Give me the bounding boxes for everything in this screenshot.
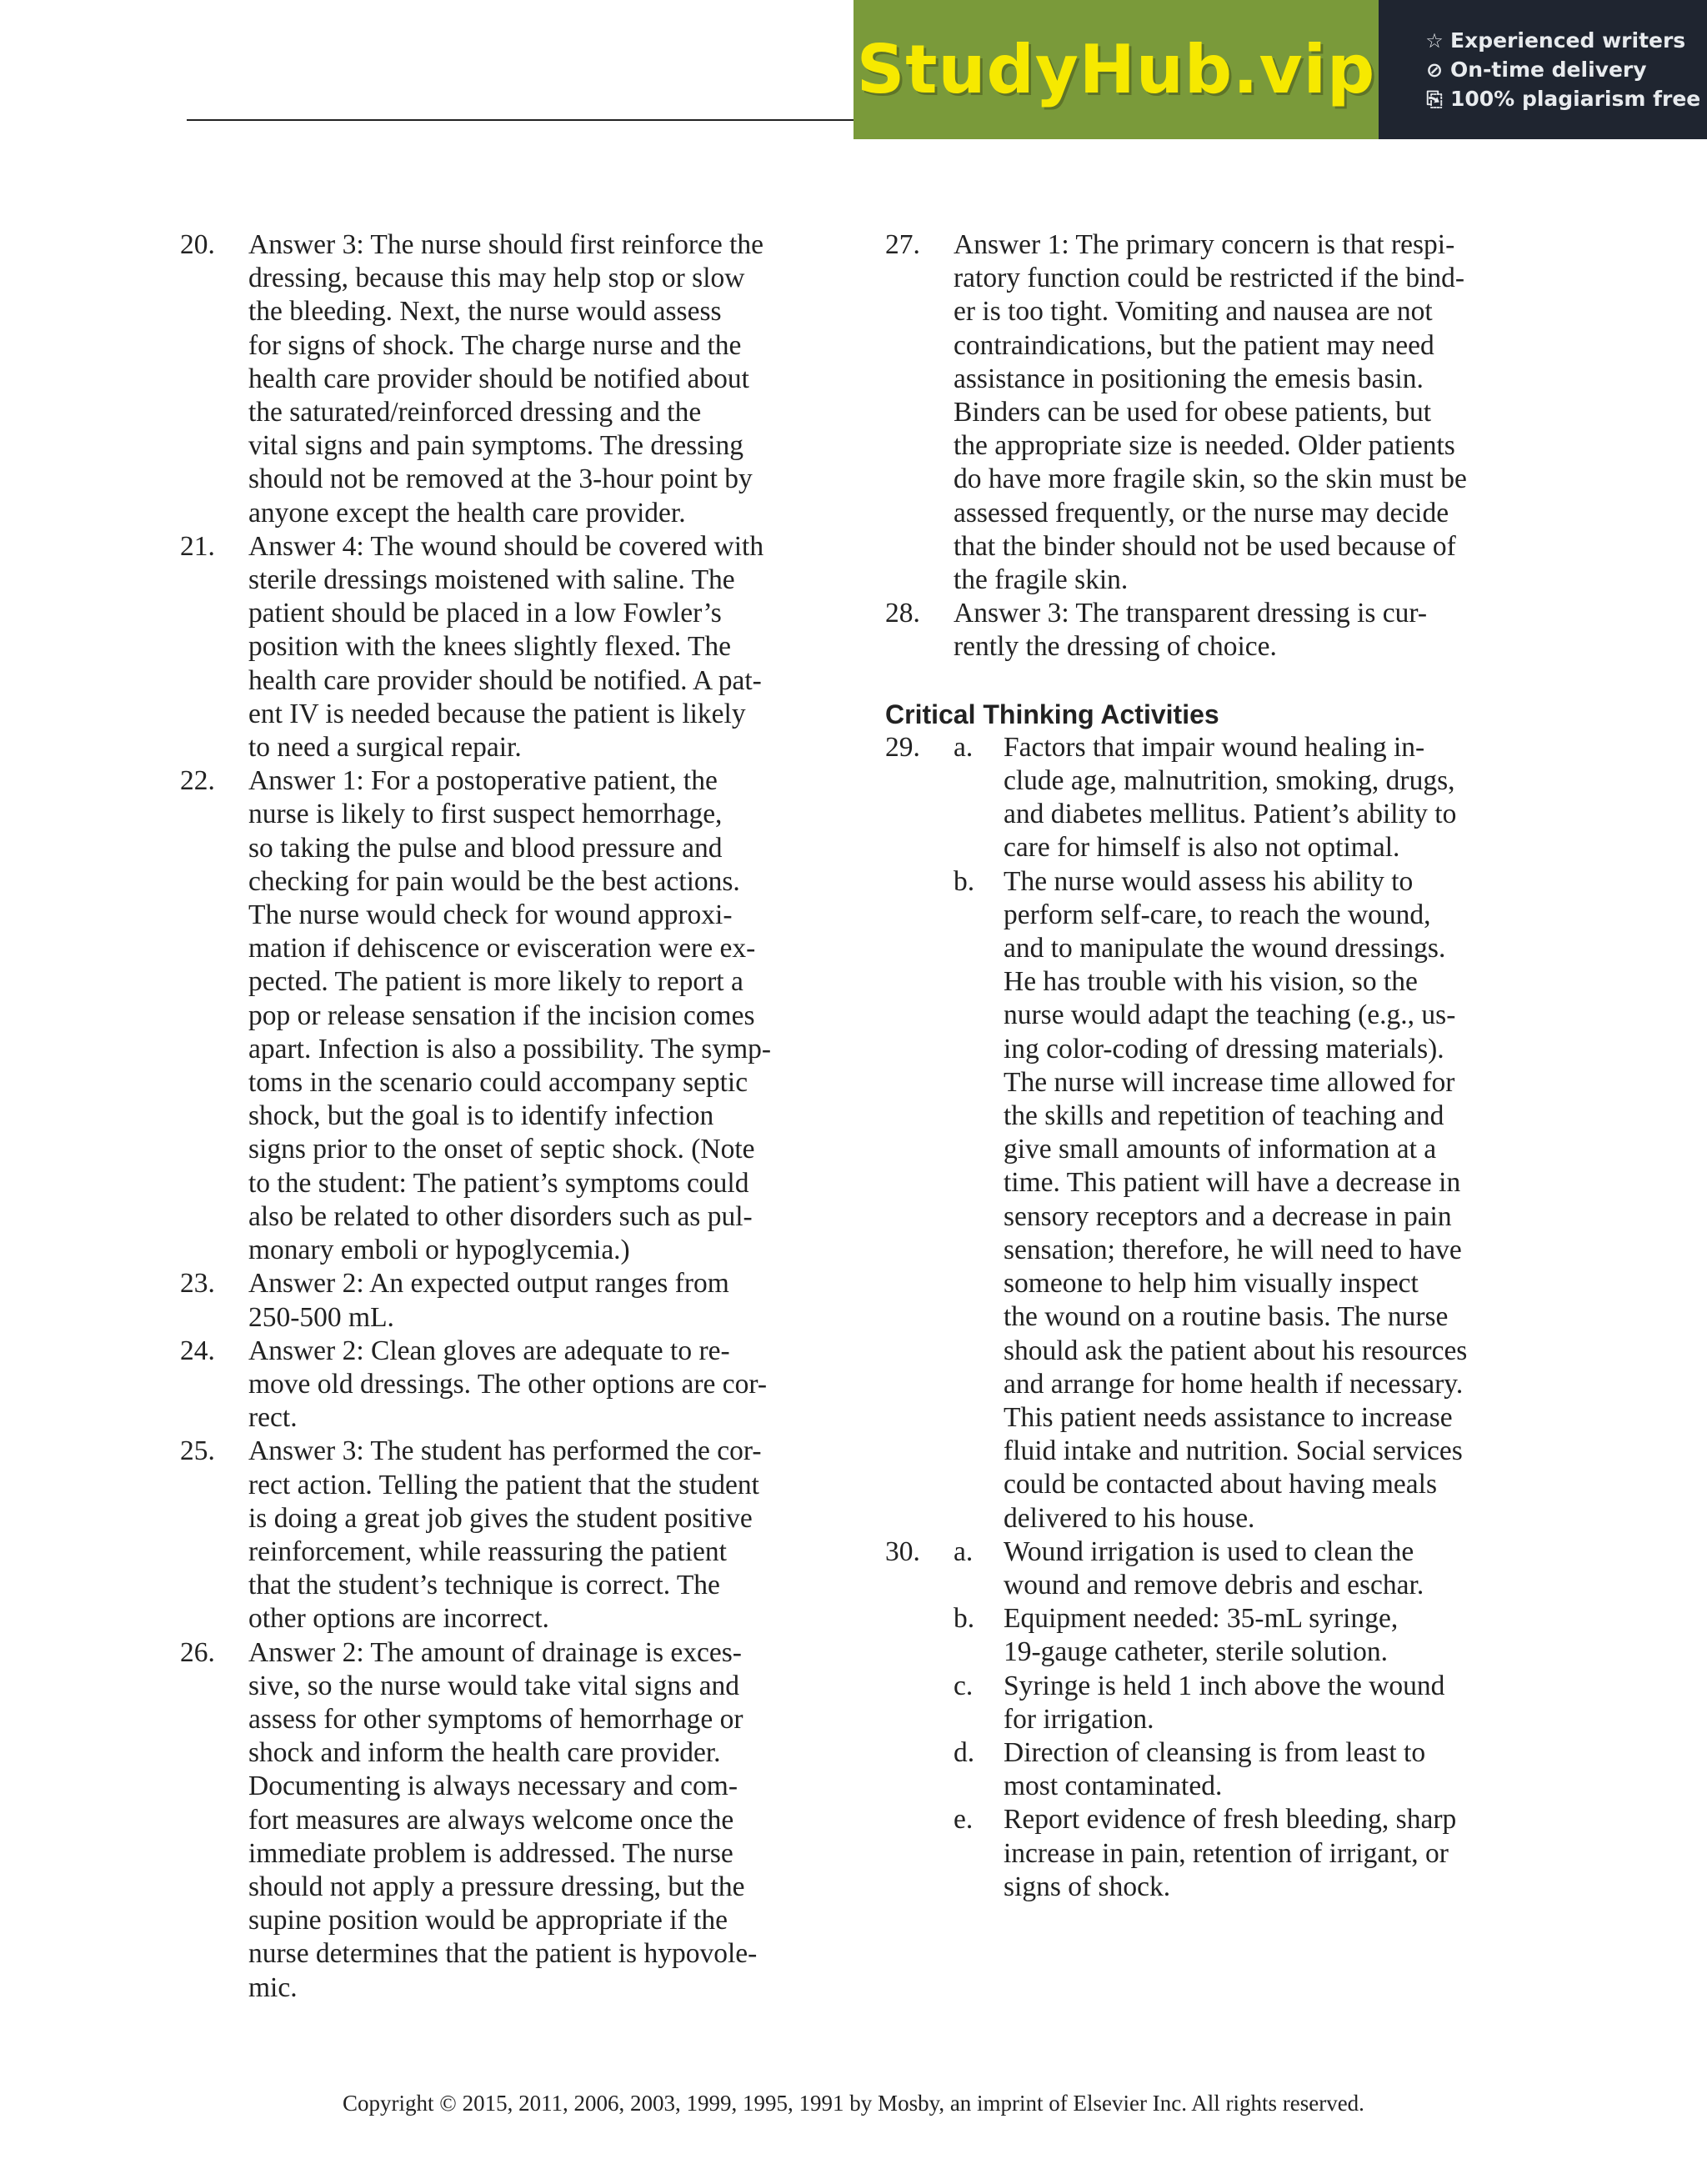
- text-line: sensation; therefore, he will need to have: [1004, 1234, 1462, 1265]
- feature-item: [1424, 28, 1707, 53]
- text-line: that the student’s technique is correct. The: [248, 1570, 720, 1601]
- text-line: assistance in positioning the emesis basin.: [954, 363, 1424, 394]
- text-line: ent IV is needed because the patient is likely: [248, 698, 746, 729]
- question-item: [885, 1535, 1527, 1904]
- text-line: signs of shock.: [1004, 1871, 1171, 1902]
- text-line: mic.: [248, 1971, 298, 2003]
- text-line: Wound irrigation is used to clean the: [1004, 1535, 1414, 1567]
- sub-answer: [954, 865, 1527, 1535]
- text-line: assess for other symptoms of hemorrhage or: [248, 1703, 743, 1735]
- feature-label: Experienced writers: [1450, 28, 1686, 53]
- text-line: He has trouble with his vision, so the: [1004, 966, 1418, 998]
- studyhub-banner[interactable]: [854, 0, 1707, 139]
- answer-item: [180, 1267, 822, 1334]
- answer-text: [248, 1435, 822, 1635]
- text-line: to the student: The patient’s symptoms could: [248, 1167, 749, 1199]
- text-line: Answer 1: The primary concern is that respi-: [954, 229, 1455, 260]
- text-line: do have more fragile skin, so the skin must be: [954, 463, 1467, 495]
- answer-item: [885, 228, 1527, 597]
- sub-text: [1004, 1670, 1527, 1736]
- text-line: shock, but the goal is to identify infection: [248, 1100, 714, 1132]
- sub-letter: a.: [954, 1535, 974, 1567]
- text-line: could be contacted about having meals: [1004, 1469, 1438, 1500]
- sub-letter: b.: [954, 1603, 975, 1635]
- text-line: ratory function could be restricted if the bind-: [954, 263, 1465, 294]
- sub-text: [1004, 1535, 1527, 1602]
- text-line: the appropriate size is needed. Older patients: [954, 430, 1455, 462]
- answer-text: [248, 764, 822, 1267]
- answer-text: [248, 228, 822, 530]
- text-line: time. This patient will have a decrease in: [1004, 1167, 1461, 1199]
- sub-letter: e.: [954, 1804, 974, 1836]
- text-line: and arrange for home health if necessary.: [1004, 1368, 1464, 1400]
- text-line: rect action. Telling the patient that the student: [248, 1469, 759, 1500]
- left-column: [180, 228, 822, 2005]
- sub-answer: [954, 1602, 1527, 1669]
- answer-item: [180, 1435, 822, 1635]
- text-line: for irrigation.: [1004, 1703, 1154, 1735]
- answer-text: [954, 597, 1527, 664]
- answer-number: 21.: [180, 530, 215, 562]
- sub-letter: b.: [954, 865, 975, 897]
- text-line: nurse would adapt the teaching (e.g., us-: [1004, 999, 1456, 1031]
- sub-text: [1004, 731, 1527, 865]
- answer-item: [180, 228, 822, 530]
- sub-letter: c.: [954, 1670, 974, 1701]
- text-line: assessed frequently, or the nurse may decide: [954, 497, 1449, 528]
- text-line: Answer 2: The amount of drainage is exces-: [248, 1636, 742, 1668]
- text-line: should not be removed at the 3-hour point by: [248, 463, 753, 495]
- answer-number: 20.: [180, 229, 215, 260]
- text-line: health care provider should be notified about: [248, 363, 749, 394]
- copyright-footer: Copyright © 2015, 2011, 2006, 2003, 1999, 1995, 1991 by Mosby, an imprint of Elsevier Inc. All rights reserved.: [343, 2091, 1364, 2116]
- text-line: wound and remove debris and eschar.: [1004, 1569, 1424, 1600]
- answer-text: [248, 530, 822, 764]
- question-number: 30.: [885, 1535, 920, 1567]
- sub-text: [1004, 865, 1527, 1535]
- text-line: the skills and repetition of teaching and: [1004, 1100, 1444, 1132]
- text-line: Report evidence of fresh bleeding, sharp: [1004, 1804, 1457, 1836]
- text-line: pected. The patient is more likely to report a: [248, 966, 743, 998]
- text-line: should ask the patient about his resources: [1004, 1335, 1468, 1366]
- text-line: Equipment needed: 35-mL syringe,: [1004, 1603, 1399, 1635]
- answer-text: [954, 228, 1527, 597]
- text-line: increase in pain, retention of irrigant, or: [1004, 1837, 1449, 1869]
- question-30: [885, 1535, 1527, 1904]
- text-line: so taking the pulse and blood pressure and: [248, 832, 723, 864]
- text-line: sive, so the nurse would take vital signs and: [248, 1670, 739, 1701]
- sub-answer: [954, 1736, 1527, 1803]
- sub-answer: [954, 1535, 1527, 1602]
- clock-icon: ⊘: [1425, 58, 1444, 82]
- text-line: dressing, because this may help stop or slow: [248, 263, 745, 294]
- text-line: Binders can be used for obese patients, but: [954, 397, 1432, 428]
- question-29: [885, 731, 1527, 1535]
- text-line: er is too tight. Vomiting and nausea are not: [954, 296, 1433, 328]
- brand-text: StudyHub.vip: [856, 31, 1376, 108]
- header-rule: [187, 119, 854, 121]
- text-line: most contaminated.: [1004, 1771, 1223, 1802]
- text-line: fort measures are always welcome once the: [248, 1804, 734, 1836]
- star-icon: ☆: [1425, 28, 1444, 53]
- text-line: nurse determines that the patient is hypovole-: [248, 1938, 758, 1970]
- text-line: Factors that impair wound healing in-: [1004, 731, 1425, 763]
- text-line: Syringe is held 1 inch above the wound: [1004, 1670, 1445, 1701]
- text-line: move old dressings. The other options are cor-: [248, 1368, 768, 1400]
- text-line: toms in the scenario could accompany septic: [248, 1067, 748, 1099]
- answer-number: 26.: [180, 1636, 215, 1668]
- text-line: Answer 2: An expected output ranges from: [248, 1268, 729, 1300]
- text-line: Answer 3: The nurse should first reinforce the: [248, 229, 764, 260]
- text-line: pop or release sensation if the incision comes: [248, 999, 755, 1031]
- text-line: the wound on a routine basis. The nurse: [1004, 1301, 1449, 1333]
- sub-answer: [954, 1670, 1527, 1736]
- text-line: reinforcement, while reassuring the patient: [248, 1535, 727, 1567]
- text-line: Answer 1: For a postoperative patient, the: [248, 765, 718, 797]
- text-line: to need a surgical repair.: [248, 732, 522, 764]
- text-line: is doing a great job gives the student positive: [248, 1502, 753, 1534]
- text-line: The nurse would assess his ability to: [1004, 865, 1414, 897]
- text-line: nurse is likely to first suspect hemorrhage,: [248, 799, 723, 830]
- question-item: [885, 731, 1527, 1535]
- text-line: This patient needs assistance to increase: [1004, 1401, 1453, 1433]
- text-line: signs prior to the onset of septic shock. (Note: [248, 1134, 755, 1165]
- text-line: give small amounts of information at a: [1004, 1134, 1437, 1165]
- answer-item: [180, 764, 822, 1267]
- text-line: The nurse would check for wound approxi-: [248, 899, 733, 931]
- text-line: and to manipulate the wound dressings.: [1004, 933, 1446, 964]
- answer-number: 27.: [885, 229, 920, 260]
- text-line: immediate problem is addressed. The nurse: [248, 1837, 733, 1869]
- text-line: fluid intake and nutrition. Social services: [1004, 1435, 1463, 1467]
- text-line: Documenting is always necessary and com-: [248, 1771, 738, 1802]
- sub-text: [1004, 1736, 1527, 1803]
- text-line: contraindications, but the patient may need: [954, 329, 1434, 361]
- text-line: for signs of shock. The charge nurse and the: [248, 329, 742, 361]
- text-line: Answer 3: The student has performed the cor-: [248, 1435, 762, 1467]
- brand-logo[interactable]: [854, 0, 1379, 139]
- text-line: Answer 4: The wound should be covered with: [248, 530, 764, 562]
- text-line: supine position would be appropriate if the: [248, 1905, 728, 1936]
- document-icon: ⎘: [1426, 87, 1443, 111]
- text-line: Direction of cleansing is from least to: [1004, 1736, 1426, 1768]
- answer-item: [885, 597, 1527, 664]
- feature-item: [1424, 87, 1707, 111]
- text-line: the saturated/reinforced dressing and the: [248, 397, 702, 428]
- answer-number: 24.: [180, 1335, 215, 1366]
- text-line: shock and inform the health care provider.: [248, 1737, 721, 1769]
- question-number: 29.: [885, 731, 920, 763]
- section-heading: Critical Thinking Activities: [885, 699, 1219, 729]
- answer-number: 28.: [885, 598, 920, 629]
- text-line: that the binder should not be used because of: [954, 530, 1456, 562]
- answer-text: [248, 1335, 822, 1435]
- text-line: delivered to his house.: [1004, 1502, 1255, 1534]
- text-line: also be related to other disorders such as pul-: [248, 1200, 753, 1232]
- answer-number: 23.: [180, 1268, 215, 1300]
- sub-answer: [954, 1803, 1527, 1904]
- text-line: ing color-coding of dressing materials).: [1004, 1033, 1444, 1064]
- text-line: sterile dressings moistened with saline. The: [248, 564, 735, 596]
- text-line: 250-500 mL.: [248, 1301, 394, 1333]
- sub-letter: a.: [954, 731, 974, 763]
- answer-item: [180, 530, 822, 764]
- text-line: Answer 3: The transparent dressing is cur-: [954, 598, 1428, 629]
- text-line: monary emboli or hypoglycemia.): [248, 1235, 630, 1266]
- feature-label: On-time delivery: [1450, 58, 1647, 82]
- text-line: health care provider should be notified. A pat-: [248, 664, 762, 696]
- text-line: rently the dressing of choice.: [954, 631, 1277, 663]
- answer-text: [248, 1267, 822, 1334]
- feature-label: 100% plagiarism free: [1450, 87, 1701, 111]
- text-line: and diabetes mellitus. Patient’s ability to: [1004, 799, 1457, 830]
- feature-list: [1379, 0, 1707, 139]
- answer-number: 22.: [180, 765, 215, 797]
- text-line: apart. Infection is also a possibility. The symp-: [248, 1033, 772, 1064]
- answer-text: [248, 1636, 822, 2005]
- sub-answer: [954, 731, 1527, 865]
- question-body: [954, 731, 1527, 1535]
- text-line: other options are incorrect.: [248, 1603, 549, 1635]
- text-line: someone to help him visually inspect: [1004, 1268, 1419, 1300]
- text-line: The nurse will increase time allowed for: [1004, 1066, 1455, 1098]
- text-line: checking for pain would be the best actions.: [248, 865, 740, 897]
- answer-number: 25.: [180, 1435, 215, 1467]
- text-line: vital signs and pain symptoms. The dressing: [248, 430, 743, 462]
- text-line: care for himself is also not optimal.: [1004, 832, 1400, 864]
- text-line: perform self-care, to reach the wound,: [1004, 899, 1431, 930]
- text-line: anyone except the health care provider.: [248, 497, 686, 528]
- text-line: position with the knees slightly flexed. The: [248, 631, 732, 663]
- text-line: rect.: [248, 1402, 298, 1434]
- right-column: [885, 228, 1527, 1904]
- text-line: the bleeding. Next, the nurse would assess: [248, 296, 722, 328]
- text-line: the fragile skin.: [954, 564, 1129, 596]
- sub-text: [1004, 1602, 1527, 1669]
- text-line: sensory receptors and a decrease in pain: [1004, 1200, 1452, 1232]
- answer-item: [180, 1636, 822, 2005]
- answer-item: [180, 1335, 822, 1435]
- text-line: mation if dehiscence or evisceration were ex-: [248, 933, 756, 964]
- text-line: clude age, malnutrition, smoking, drugs,: [1004, 765, 1455, 797]
- text-line: should not apply a pressure dressing, but the: [248, 1871, 745, 1902]
- sub-letter: d.: [954, 1736, 975, 1768]
- text-line: patient should be placed in a low Fowler’s: [248, 598, 722, 629]
- answer-list: [885, 228, 1527, 664]
- question-body: [954, 1535, 1527, 1904]
- sub-text: [1004, 1803, 1527, 1904]
- feature-item: [1424, 58, 1707, 82]
- text-line: 19-gauge catheter, sterile solution.: [1004, 1636, 1388, 1668]
- text-line: Answer 2: Clean gloves are adequate to re-: [248, 1335, 730, 1366]
